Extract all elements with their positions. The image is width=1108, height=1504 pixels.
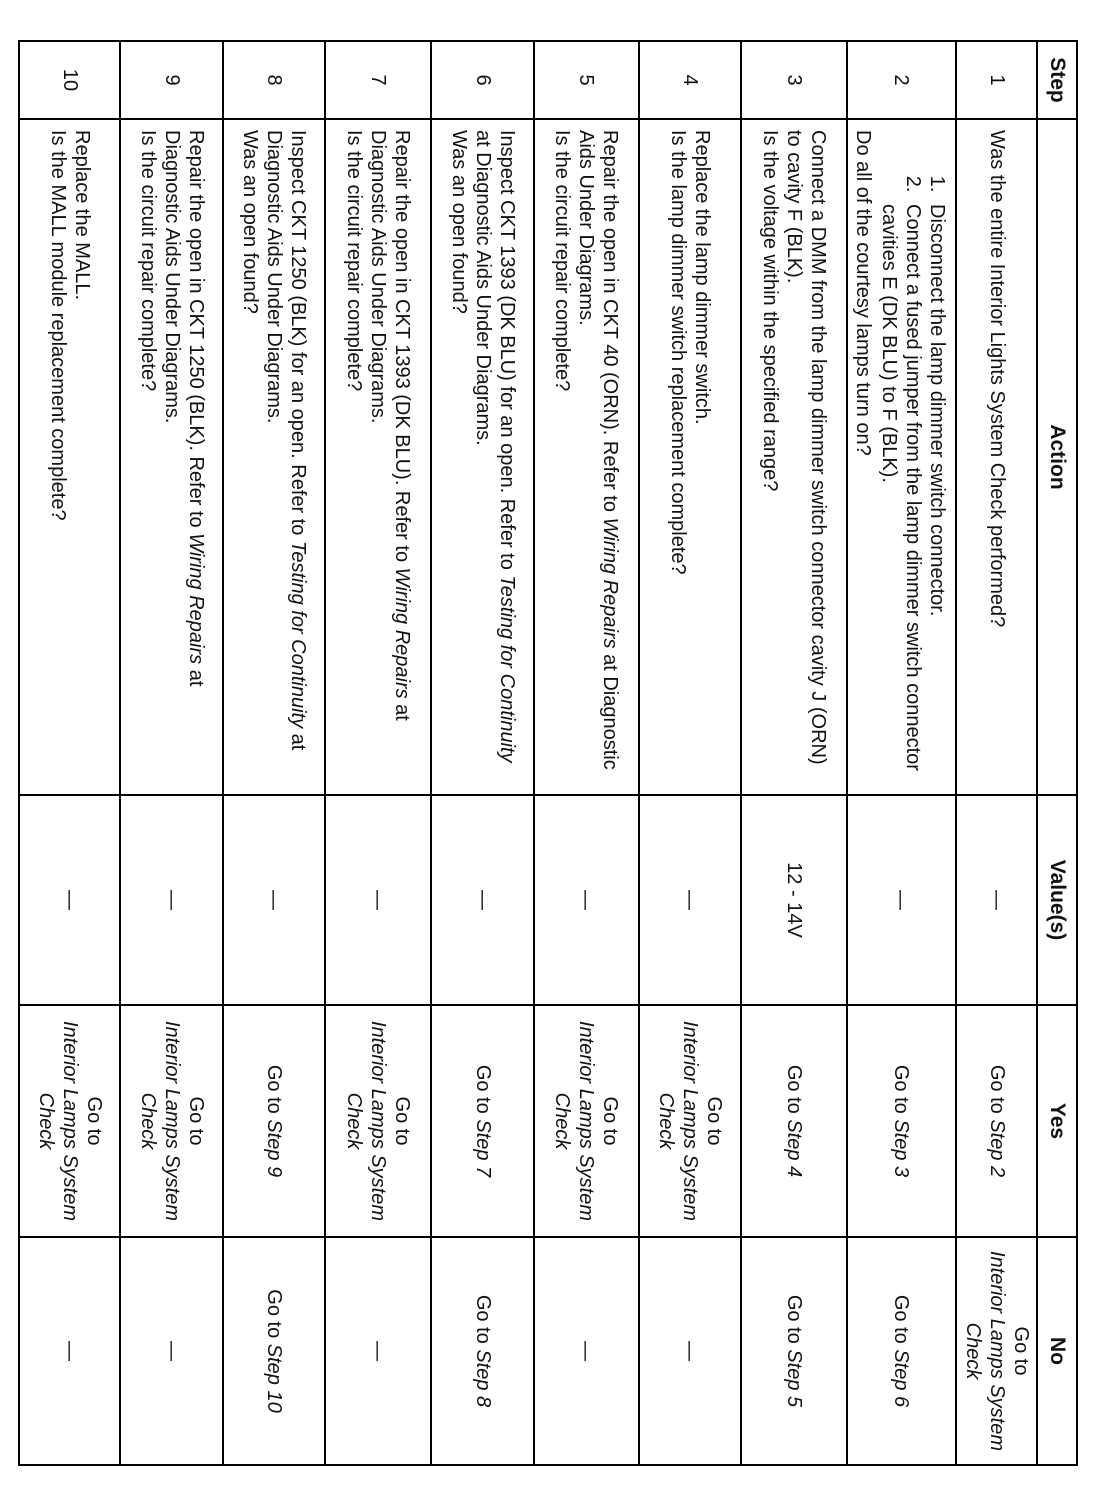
table-row	[534, 41, 638, 1465]
table-row	[431, 41, 534, 1465]
rotated-document	[18, 40, 1078, 1464]
yes-cell	[534, 1005, 638, 1237]
step-number: 10	[19, 41, 120, 119]
action-line: Is the MALL module replacement complete?	[46, 130, 69, 521]
action-cell	[956, 119, 1037, 795]
goto-label: Go to	[599, 1096, 622, 1146]
table-row	[120, 41, 222, 1465]
value-cell: —	[847, 795, 957, 1005]
action-line: Connect a DMM from the lamp dimmer switch connector cavity J (ORN) to cavity F (BLK).	[782, 130, 829, 765]
goto-label: Go to	[985, 1064, 1008, 1120]
table-row	[19, 41, 120, 1465]
yes-cell	[120, 1005, 222, 1237]
action-text: Repair the open in CKT 1250 (BLK). Refer to	[184, 130, 207, 534]
action-line: Replace the lamp dimmer switch.	[690, 130, 713, 425]
action-line: Is the voltage within the specified range?	[758, 130, 781, 492]
value-cell: —	[534, 795, 638, 1005]
no-cell	[956, 1237, 1037, 1465]
action-text: at Diagnostic Aids Under Diagrams.	[160, 130, 207, 687]
value-cell: —	[223, 795, 325, 1005]
goto-target: Interior Lamps System Check	[136, 1020, 183, 1222]
step-number: 4	[639, 41, 741, 119]
goto-target: Interior Lamps System Check	[343, 1020, 390, 1222]
yes-cell	[956, 1005, 1037, 1237]
action-line: Is the lamp dimmer switch replacement complete?	[666, 130, 689, 575]
reference-link-text: Wiring Repairs	[184, 533, 207, 665]
goto-target: Step 8	[471, 1349, 494, 1408]
step-number: 5	[534, 41, 638, 119]
goto-target: —	[575, 1341, 598, 1361]
action-text: at Diagnostic Aids Under Diagrams.	[471, 130, 494, 446]
goto-label: Go to	[82, 1096, 105, 1146]
step-number: 7	[325, 41, 431, 119]
goto-target: —	[678, 1341, 701, 1361]
table-row	[741, 41, 847, 1465]
goto-label: Go to	[782, 1294, 805, 1350]
goto-target: Interior Lamps System Check	[654, 1020, 701, 1222]
yes-cell	[19, 1005, 120, 1237]
step-number: 9	[120, 41, 222, 119]
action-text: Repair the open in CKT 1393 (DK BLU). Refer to	[391, 130, 414, 568]
action-line: Is the circuit repair complete?	[136, 130, 159, 392]
reference-link-text: Testing for Continuity	[287, 540, 310, 729]
value-cell: —	[325, 795, 431, 1005]
goto-label: Go to	[890, 1294, 913, 1350]
action-instruction	[262, 130, 310, 784]
action-cell	[325, 119, 431, 795]
diagnostic-table	[18, 40, 1078, 1466]
action-line: Is the circuit repair complete?	[343, 130, 366, 392]
action-steps-list	[877, 130, 949, 784]
action-text: at Diagnostic Aids Under Diagrams.	[575, 130, 622, 770]
goto-label: Go to	[391, 1096, 414, 1146]
step-number: 2	[847, 41, 957, 119]
table-row	[847, 41, 957, 1465]
goto-target: Step 3	[890, 1119, 913, 1178]
action-line: Was the entire Interior Lights System Check performed?	[985, 130, 1008, 628]
no-cell	[19, 1237, 120, 1465]
no-cell	[639, 1237, 741, 1465]
goto-label: Go to	[263, 1289, 286, 1344]
value-cell: —	[956, 795, 1037, 1005]
goto-target: Step 9	[263, 1119, 286, 1178]
goto-target: Step 5	[782, 1349, 805, 1408]
action-step: 1. Disconnect the lamp dimmer switch connector.	[925, 198, 949, 784]
no-cell	[847, 1237, 957, 1465]
goto-target: Step 2	[985, 1119, 1008, 1178]
no-cell	[120, 1237, 222, 1465]
goto-target: Interior Lamps System Check	[961, 1250, 1008, 1452]
goto-label: Go to	[471, 1294, 494, 1350]
value-cell: —	[19, 795, 120, 1005]
header-step: Step	[1037, 41, 1077, 119]
action-text: at Diagnostic Aids Under Diagrams.	[367, 130, 414, 721]
action-line: Replace the MALL.	[70, 130, 93, 301]
table-row	[956, 41, 1037, 1465]
value-cell: —	[120, 795, 222, 1005]
goto-label: Go to	[1009, 1326, 1032, 1376]
no-cell	[741, 1237, 847, 1465]
action-line: Was an open found?	[239, 130, 262, 314]
step-number: 6	[431, 41, 534, 119]
step-number: 3	[741, 41, 847, 119]
action-cell	[120, 119, 222, 795]
action-cell	[431, 119, 534, 795]
action-cell	[847, 119, 957, 795]
header-row	[1037, 41, 1077, 1465]
goto-target: Step 4	[782, 1119, 805, 1178]
action-text: Inspect CKT 1393 (DK BLU) for an open. Refer to	[495, 130, 518, 576]
goto-label: Go to	[702, 1096, 725, 1146]
yes-cell	[639, 1005, 741, 1237]
yes-cell	[325, 1005, 431, 1237]
header-action: Action	[1037, 119, 1077, 795]
goto-target: Step 7	[471, 1119, 494, 1178]
action-line: Do all of the courtesy lamps turn on?	[852, 130, 875, 456]
goto-target: —	[367, 1341, 390, 1361]
action-cell	[639, 119, 741, 795]
goto-label: Go to	[184, 1096, 207, 1146]
goto-target: —	[58, 1341, 81, 1361]
no-cell	[325, 1237, 431, 1465]
goto-label: Go to	[263, 1064, 286, 1120]
goto-target: Step 6	[890, 1349, 913, 1408]
goto-target: —	[160, 1341, 183, 1361]
action-cell	[741, 119, 847, 795]
value-cell: 12 - 14V	[741, 795, 847, 1005]
table-body	[19, 41, 1037, 1465]
action-line: Was an open found?	[447, 130, 470, 314]
table-row	[325, 41, 431, 1465]
action-instruction	[575, 130, 623, 784]
step-number: 1	[956, 41, 1037, 119]
step-number: 8	[223, 41, 325, 119]
action-instruction	[366, 130, 414, 784]
goto-label: Go to	[471, 1064, 494, 1120]
action-text: Repair the open in CKT 40 (ORN). Refer to	[599, 130, 622, 518]
goto-target: Interior Lamps System Check	[34, 1020, 81, 1222]
no-cell	[223, 1237, 325, 1465]
goto-target: Interior Lamps System Check	[551, 1020, 598, 1222]
action-step: 2. Connect a fused jumper from the lamp dimmer switch connector cavities E (DK BLU) to F (BLK).	[877, 198, 925, 784]
yes-cell	[223, 1005, 325, 1237]
no-cell	[534, 1237, 638, 1465]
action-instruction	[471, 130, 519, 784]
value-cell: —	[639, 795, 741, 1005]
table-row	[639, 41, 741, 1465]
yes-cell	[847, 1005, 957, 1237]
header-value: Value(s)	[1037, 795, 1077, 1005]
goto-label: Go to	[890, 1064, 913, 1120]
action-text: at Diagnostic Aids Under Diagrams.	[263, 130, 310, 751]
reference-link-text: Wiring Repairs	[599, 517, 622, 649]
reference-link-text: Wiring Repairs	[391, 567, 414, 699]
table-row	[223, 41, 325, 1465]
value-cell: —	[431, 795, 534, 1005]
yes-cell	[741, 1005, 847, 1237]
header-yes: Yes	[1037, 1005, 1077, 1237]
action-cell	[223, 119, 325, 795]
goto-label: Go to	[782, 1064, 805, 1120]
goto-target: Step 10	[263, 1343, 286, 1413]
no-cell	[431, 1237, 534, 1465]
action-text: Inspect CKT 1250 (BLK) for an open. Refer to	[287, 130, 310, 541]
action-line: Is the circuit repair complete?	[551, 130, 574, 392]
header-no: No	[1037, 1237, 1077, 1465]
action-instruction	[160, 130, 208, 784]
reference-link-text: Testing for Continuity	[495, 575, 518, 763]
action-cell	[19, 119, 120, 795]
action-cell	[534, 119, 638, 795]
yes-cell	[431, 1005, 534, 1237]
